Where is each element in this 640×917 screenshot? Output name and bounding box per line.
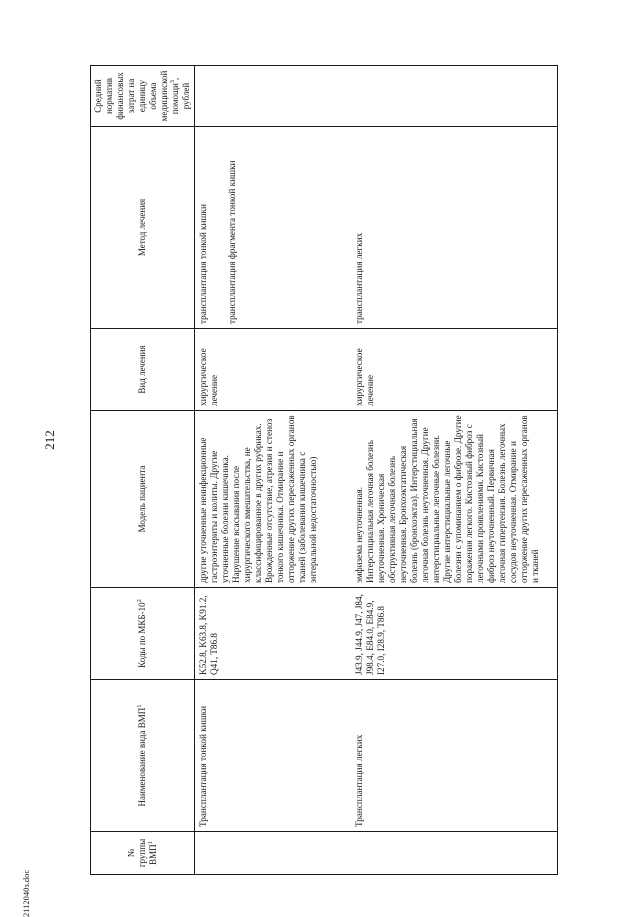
page-number: 212 — [41, 430, 57, 450]
header-group: № группы ВМП$^1$ — [91, 832, 195, 875]
cell-cost — [351, 66, 558, 127]
footer-filename: 2112040з.doc — [21, 869, 31, 917]
header-codes: Коды по МКБ-$10^2$ — [91, 588, 195, 680]
cell-codes: J43.9, J44.9, J47, J84, J98.4, E84.0, E84.9, I27.0, I28.9, T86.8 — [351, 588, 558, 680]
cell-model: эмфизема неуточненная. Интерстициальная легочная болезнь неуточненная. Хроническая обструктивная легочная болезнь неуточненная. Бронхоэктатическая болезнь (бронхоэктаз). Интерстициальная легочная болезнь неуточненная. Другие интерстициальные легочные болезни. Другие интерстициальные легочные болезни с упоминанием о фиброзе. Другие поражения легкого. Кистозный фиброз с легочными проявлениями. Кистозный фиброз неуточненный. Первичная легочная гипертензия. Болезнь легочных сосудов неуточненная. Отмирание и отторжение других пересаженных органов и тканей — [351, 411, 558, 588]
cell-model: другие уточненные неинфекционные гастроэнтериты и колиты. Другие уточненные болезни кишечника. Нарушение всасывания после хирургического вмешательства, не классифицированное в других рубриках. Врожденные отсутствие, атрезия и стеноз тонкого кишечника. Отмирание и отторжение других пересаженных органов тканей (заболевания кишечника с энтеральной недостаточностью) — [195, 411, 352, 588]
header-type: Вид лечения — [91, 329, 195, 411]
cell-method — [195, 127, 352, 329]
rotated-table-wrapper — [90, 70, 630, 875]
header-cost: Средний норматив финансовых затрат на единицу объема медицинской помощи$^3$, рублей — [91, 66, 195, 127]
table-row — [195, 66, 352, 875]
table-header-row — [91, 66, 195, 875]
header-name: Наименование вида ВМП$^1$ — [91, 680, 195, 832]
cell-name: Трансплантация тонкой кишки — [195, 680, 352, 832]
method-item: трансплантация тонкой кишки — [198, 204, 208, 324]
header-method: Метод лечения — [91, 127, 195, 329]
cell-type: хирургическое лечение — [195, 329, 352, 411]
cell-group — [351, 832, 558, 875]
cell-codes: K52.8, K63.8, K91.2, Q41, T86.8 — [195, 588, 352, 680]
cell-cost — [195, 66, 352, 127]
table-row — [351, 66, 558, 875]
cell-type: хирургическое лечение — [351, 329, 558, 411]
method-item: трансплантация легких — [354, 232, 364, 324]
cell-name: Трансплантация легких — [351, 680, 558, 832]
cell-method — [351, 127, 558, 329]
vmp-table — [90, 65, 558, 875]
cell-group — [195, 832, 352, 875]
method-item: трансплантация фрагмента тонкой кишки — [227, 160, 237, 324]
header-model: Модель пациента — [91, 411, 195, 588]
